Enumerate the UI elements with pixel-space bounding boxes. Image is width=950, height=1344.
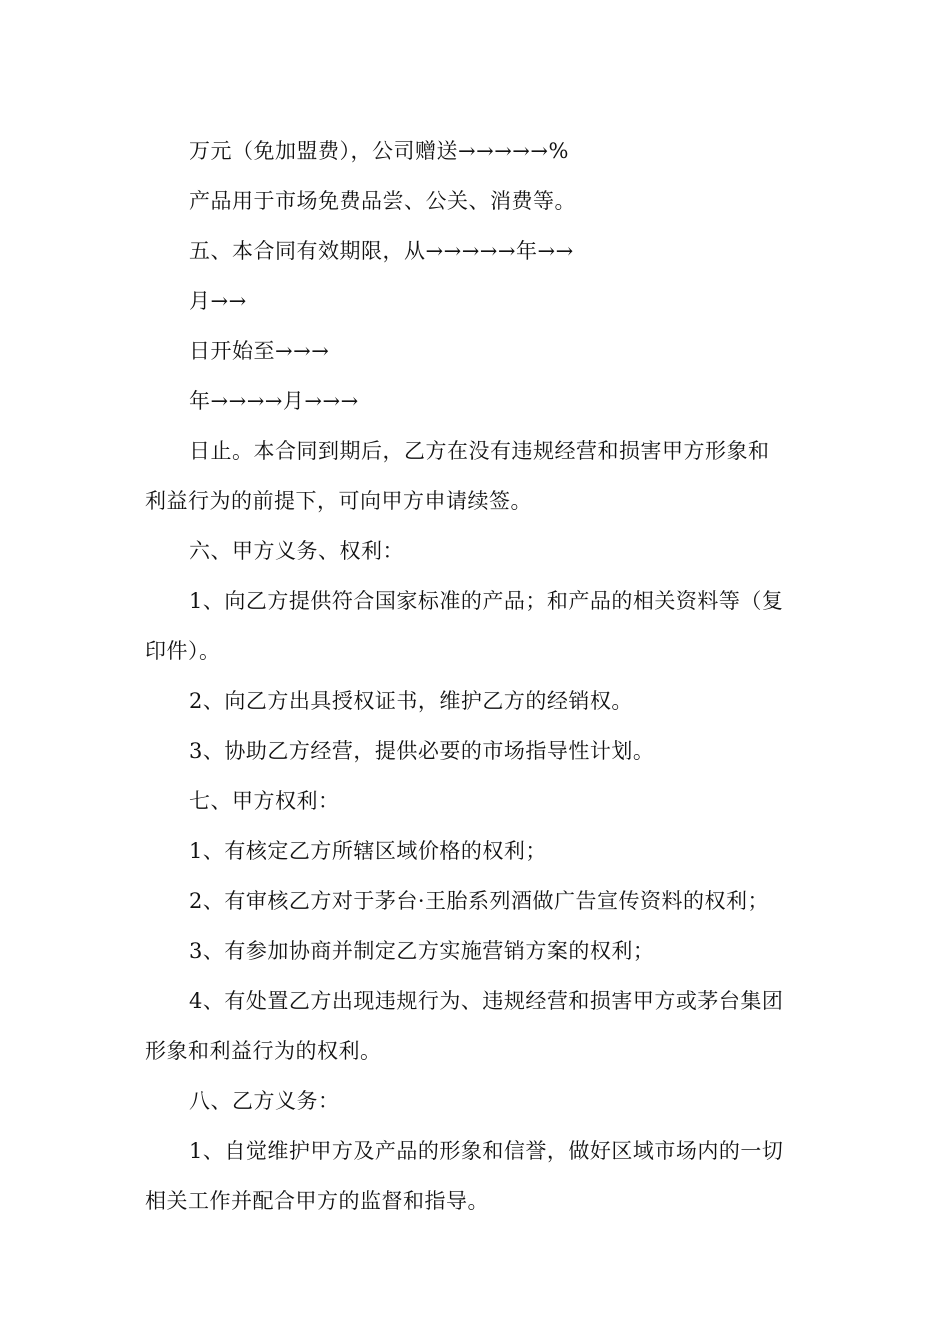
text-line: 3、有参加协商并制定乙方实施营销方案的权利； (189, 939, 655, 963)
text-line: 1、向乙方提供符合国家标准的产品；和产品的相关资料等（复 (189, 589, 784, 613)
section-heading: 六、甲方义务、权利： (189, 539, 404, 563)
text-line: 利益行为的前提下，可向甲方申请续签。 (145, 489, 532, 513)
text-line: 印件）。 (145, 639, 221, 663)
text-line: 万元（免加盟费），公司赠送→→→→→% (189, 139, 569, 163)
text-line: 产品用于市场免费品尝、公关、消费等。 (189, 189, 576, 213)
text-line: 4、有处置乙方出现违规行为、违规经营和损害甲方或茅台集团 (189, 989, 784, 1013)
text-line: 日止。本合同到期后，乙方在没有违规经营和损害甲方形象和 (189, 439, 770, 463)
text-line: 1、自觉维护甲方及产品的形象和信誉，做好区域市场内的一切 (189, 1139, 784, 1163)
section-heading: 八、乙方义务： (189, 1089, 340, 1113)
text-line: 3、协助乙方经营，提供必要的市场指导性计划。 (189, 739, 655, 763)
text-line: 2、有审核乙方对于茅台·王胎系列酒做广告宣传资料的权利； (189, 889, 770, 913)
text-line: 形象和利益行为的权利。 (145, 1039, 382, 1063)
text-line: 五、本合同有效期限，从→→→→→年→→ (189, 239, 574, 263)
text-line: 2、向乙方出具授权证书，维护乙方的经销权。 (189, 689, 633, 713)
text-line: 相关工作并配合甲方的监督和指导。 (145, 1189, 489, 1213)
text-line: 1、有核定乙方所辖区域价格的权利； (189, 839, 547, 863)
section-heading: 七、甲方权利： (189, 789, 340, 813)
text-line: 年→→→→月→→→ (189, 389, 359, 413)
text-line: 月→→ (189, 289, 247, 313)
text-line: 日开始至→→→ (189, 339, 330, 363)
